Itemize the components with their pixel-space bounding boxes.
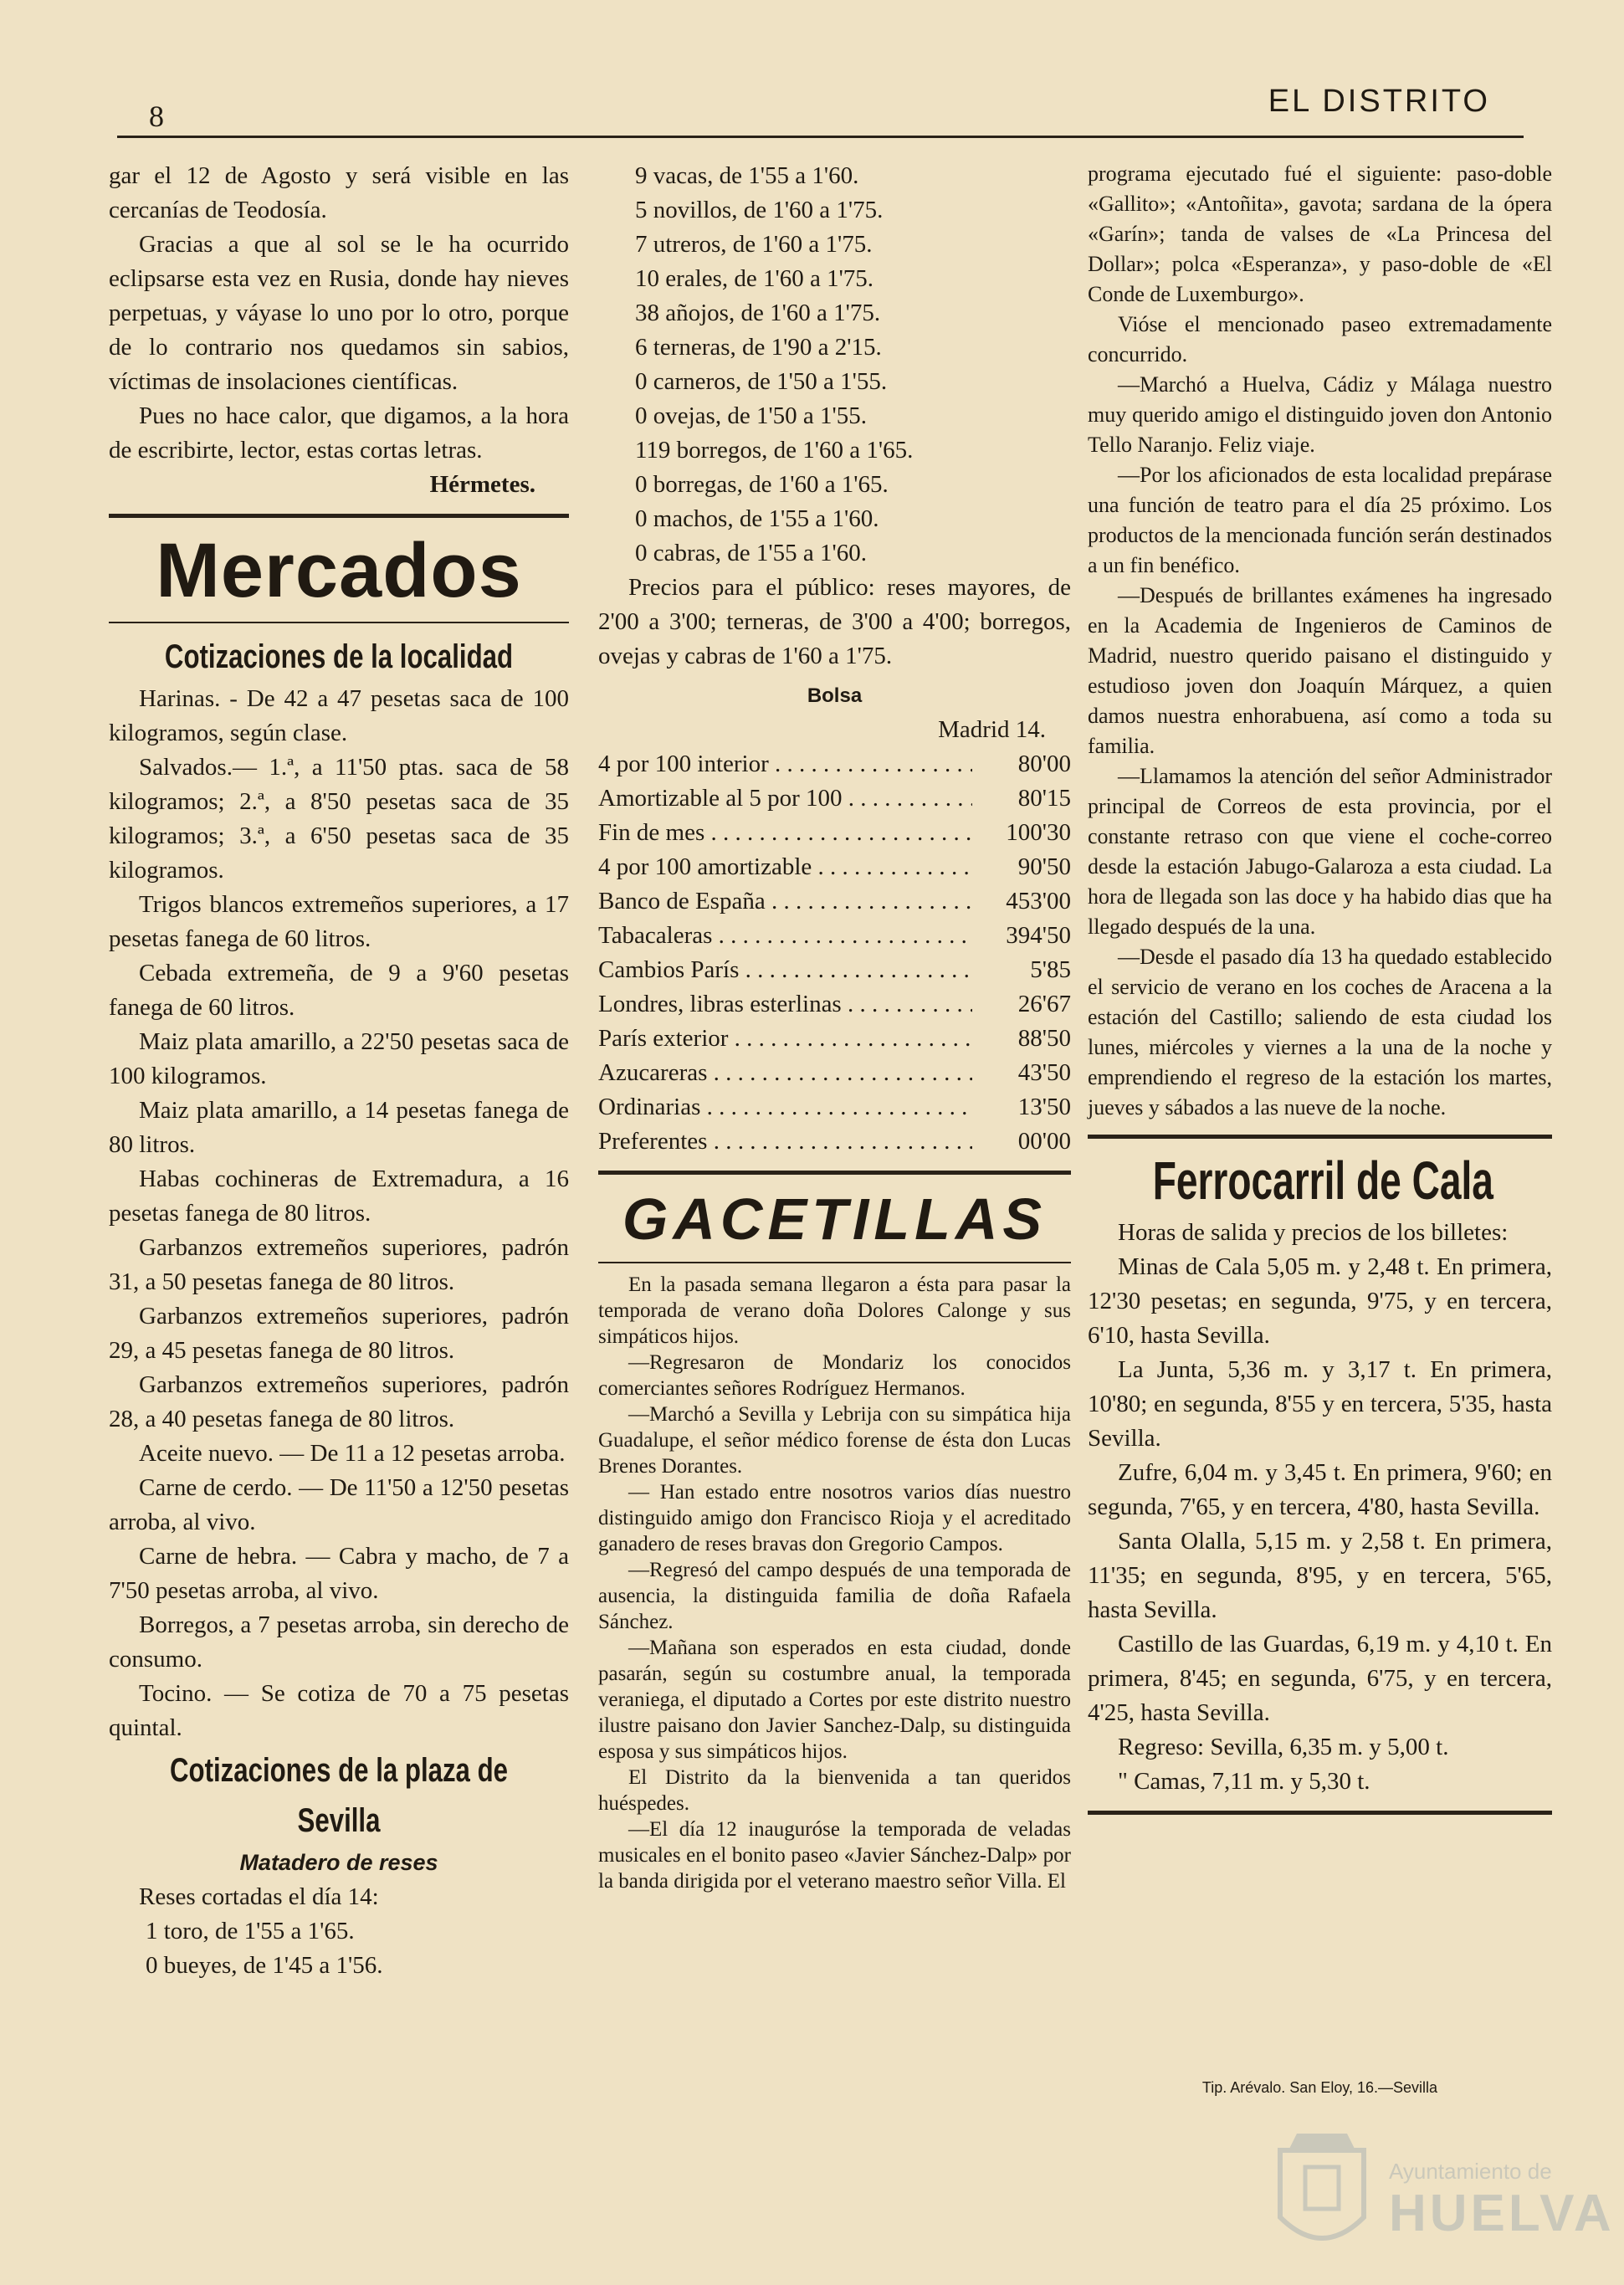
livestock-line: 7 utreros, de 1'60 a 1'75. — [635, 231, 873, 258]
bolsa-value: 43'50 — [1017, 1059, 1071, 1086]
column-1 — [109, 159, 569, 1983]
bolsa-label: Cambios París . . . — [598, 953, 972, 987]
article-signature: Hérmetes. — [429, 471, 535, 498]
bolsa-row — [598, 1090, 1071, 1125]
price-item: Garbanzos extremeños superiores, padrón 28, a 40 pesetas fanega de 80 litros. — [109, 1371, 569, 1432]
livestock-line: 9 vacas, de 1'55 a 1'60. — [635, 162, 859, 189]
price-item: Harinas. - De 42 a 47 pesetas saca de 100 kilogramos, según clase. — [109, 685, 569, 746]
news-item: —Regresaron de Mondariz los conocidos comerciantes señores Rodríguez Hermanos. — [598, 1351, 1071, 1400]
column-3 — [1088, 159, 1552, 1821]
bolsa-row — [598, 884, 1071, 919]
section-divider — [598, 1171, 1071, 1175]
sevilla-heading: Cotizaciones de la plaza de Sevilla — [170, 1752, 508, 1839]
bolsa-table — [598, 747, 1071, 1159]
price-item: Tocino. — Se cotiza de 70 a 75 pesetas quintal. — [109, 1680, 569, 1741]
bolsa-row — [598, 953, 1071, 987]
livestock-line: 0 bueyes, de 1'45 a 1'56. — [146, 1952, 383, 1979]
watermark-text: HUELVA — [1389, 2185, 1615, 2242]
news-item: — Han estado entre nosotros varios días nuestro distinguido amigo don Francisco Rioja y el acreditado ganadero de reses bravas don Gregorio Campos. — [598, 1481, 1071, 1555]
bolsa-value: 13'50 — [1017, 1094, 1071, 1120]
printer-credit: Tip. Arévalo. San Eloy, 16.—Sevilla — [1201, 2079, 1438, 2096]
mercados-heading: Mercados — [156, 528, 522, 613]
bolsa-value: 5'85 — [1030, 956, 1071, 983]
price-item: Cebada extremeña, de 9 a 9'60 pesetas fanega de 60 litros. — [109, 960, 569, 1021]
bolsa-label: Londres, libras esterlinas . . . — [598, 987, 972, 1022]
column-2 — [598, 159, 1071, 1894]
bolsa-row — [598, 850, 1071, 884]
bolsa-row — [598, 781, 1071, 816]
news-item: —El día 12 inauguróse la temporada de veladas musicales en el bonito paseo «Javier Sánchez-Dalp» por la banda dirigida por el veterano maestro señor Villa. El — [598, 1818, 1071, 1893]
livestock-line: 119 borregos, de 1'60 a 1'65. — [635, 437, 914, 464]
price-item: Maiz plata amarillo, a 14 pesetas fanega de 80 litros. — [109, 1097, 569, 1158]
bolsa-label: Banco de España . . . — [598, 884, 972, 919]
livestock-line: 1 toro, de 1'55 a 1'65. — [146, 1918, 355, 1944]
bolsa-row — [598, 1125, 1071, 1159]
price-item: Aceite nuevo. — De 11 a 12 pesetas arroba. — [139, 1440, 566, 1467]
price-item: Garbanzos extremeños superiores, padrón 29, a 45 pesetas fanega de 80 litros. — [109, 1303, 569, 1364]
gacetillas-body — [598, 1272, 1071, 1894]
bolsa-value: 80'00 — [1017, 751, 1071, 777]
schedule-item: La Junta, 5,36 m. y 3,17 t. En primera, 10'80; en segunda, 8'55 y en tercera, 5'35, hasta Sevilla. — [1088, 1356, 1552, 1452]
price-item: Garbanzos extremeños superiores, padrón 31, a 50 pesetas fanega de 80 litros. — [109, 1234, 569, 1295]
public-prices: Precios para el público: reses mayores, de 2'00 a 3'00; terneras, de 3'00 a 4'00; borregos, ovejas y cabras de 1'60 a 1'75. — [598, 574, 1071, 669]
news-item: programa ejecutado fué el siguiente: paso-doble «Gallito»; «Antoñita», gavota; sardana de la ópera «Garín»; tanda de valses de «La Princesa del Dollar»; polca «Esperanza», y paso-doble de «El Conde de Luxemburgo». — [1088, 161, 1552, 306]
price-item: Trigos blancos extremeños superiores, a 17 pesetas fanega de 60 litros. — [109, 891, 569, 952]
bolsa-value: 88'50 — [1017, 1025, 1071, 1052]
bolsa-label: Amortizable al 5 por 100 . . . — [598, 781, 972, 816]
livestock-line: 0 ovejas, de 1'50 a 1'55. — [635, 402, 868, 429]
bolsa-label: Tabacaleras . . . — [598, 919, 972, 953]
price-item: Borregos, a 7 pesetas arroba, sin derecho de consumo. — [109, 1611, 569, 1673]
bolsa-label: Preferentes . . . — [598, 1125, 972, 1159]
header-rule — [117, 136, 1524, 138]
schedule-intro: Horas de salida y precios de los billetes: — [1118, 1219, 1509, 1246]
news-item: —Por los aficionados de esta localidad prepárase una función de teatro para el día 25 próximo. Los productos de la mencionada función serán destinados a un fin benéfico. — [1088, 463, 1552, 577]
bolsa-value: 90'50 — [1017, 853, 1071, 880]
section-divider — [1088, 1811, 1552, 1815]
bolsa-date: Madrid 14. — [938, 716, 1046, 743]
bolsa-label: 4 por 100 amortizable . . . — [598, 850, 972, 884]
bolsa-value: 80'15 — [1017, 785, 1071, 812]
news-item: —Marchó a Sevilla y Lebrija con su simpática hija Guadalupe, el señor médico forense de ésta don Lucas Brenes Dorantes. — [598, 1403, 1071, 1478]
schedule-item: Minas de Cala 5,05 m. y 2,48 t. En primera, 12'30 pesetas; en segunda, 9'75, y en tercera, 6'10, hasta Sevilla. — [1088, 1253, 1552, 1349]
bolsa-label: Ordinarias . . . — [598, 1090, 972, 1125]
page-number: 8 — [149, 100, 164, 133]
livestock-line: 0 machos, de 1'55 a 1'60. — [635, 505, 879, 532]
article-paragraph: gar el 12 de Agosto y será visible en las cercanías de Teodosía. — [109, 162, 569, 223]
cotizaciones-heading: Cotizaciones de la localidad — [164, 638, 514, 675]
news-item: —Mañana son esperados en esta ciudad, donde pasarán, según su costumbre anual, la temporada veraniega, el diputado a Cortes por este distrito nuestro ilustre paisano don Javier Sanchez-Dalp, su distinguida esposa y sus simpáticos hijos. — [598, 1637, 1071, 1763]
livestock-line: 6 terneras, de 1'90 a 2'15. — [635, 334, 882, 361]
bolsa-row — [598, 1022, 1071, 1056]
schedule-item: Santa Olalla, 5,15 m. y 2,58 t. En primera, 11'35; en segunda, 8'95, y en tercera, 5'65, hasta Sevilla. — [1088, 1528, 1552, 1623]
bolsa-value: 26'67 — [1017, 991, 1071, 1017]
schedule-item: Castillo de las Guardas, 6,19 m. y 4,10 t. En primera, 8'45; en segunda, 6'75, y en tercera, 4'25, hasta Sevilla. — [1088, 1631, 1552, 1726]
price-item: Maiz plata amarillo, a 22'50 pesetas saca de 100 kilogramos. — [109, 1028, 569, 1089]
watermark-text: Ayuntamiento de — [1389, 2159, 1552, 2184]
schedule-item: Zufre, 6,04 m. y 3,45 t. En primera, 9'60; en segunda, 7'65, y en tercera, 4'80, hasta Sevilla. — [1088, 1459, 1552, 1520]
return-schedule: " Camas, 7,11 m. y 5,30 t. — [1118, 1768, 1370, 1795]
gacetillas-heading: GACETILLAS — [622, 1186, 1048, 1252]
matadero-heading: Matadero de reses — [239, 1850, 438, 1875]
bolsa-label: 4 por 100 interior . . . — [598, 747, 972, 781]
price-item: Habas cochineras de Extremadura, a 16 pesetas fanega de 80 litros. — [109, 1166, 569, 1227]
section-divider — [1088, 1135, 1552, 1139]
section-divider — [109, 622, 569, 623]
news-item: —Desde el pasado día 13 ha quedado establecido el servicio de verano en los coches de Aracena a la estación del Castillo; saliendo de esta ciudad los lunes, miércoles y viernes a la una de la noche y emprendiendo el regreso de la estación los martes, jueves y sábados a las nueve de la noche. — [1088, 945, 1552, 1119]
masthead-title: EL DISTRITO — [1268, 84, 1490, 119]
news-item: El Distrito da la bienvenida a tan queridos huéspedes. — [598, 1766, 1071, 1815]
bolsa-row — [598, 1056, 1071, 1090]
bolsa-label: Fin de mes . . . — [598, 816, 972, 850]
return-schedule: Regreso: Sevilla, 6,35 m. y 5,00 t. — [1118, 1734, 1449, 1760]
bolsa-value: 100'30 — [1006, 819, 1071, 846]
bolsa-value: 00'00 — [1017, 1128, 1071, 1155]
section-divider — [109, 514, 569, 518]
bolsa-row — [598, 816, 1071, 850]
crest-icon — [1272, 2117, 1372, 2259]
livestock-line: 5 novillos, de 1'60 a 1'75. — [635, 197, 884, 223]
bolsa-label: Azucareras . . . — [598, 1056, 972, 1090]
livestock-line: 10 erales, de 1'60 a 1'75. — [635, 265, 874, 292]
bolsa-row — [598, 747, 1071, 781]
ferrocarril-heading: Ferrocarril de Cala — [1152, 1150, 1493, 1211]
news-item: Vióse el mencionado paseo extremadamente concurrido. — [1088, 312, 1552, 366]
bolsa-row — [598, 987, 1071, 1022]
price-item: Carne de hebra. — Cabra y macho, de 7 a 7'50 pesetas arroba, al vivo. — [109, 1543, 569, 1604]
reses-intro: Reses cortadas el día 14: — [139, 1883, 379, 1910]
article-paragraph: Pues no hace calor, que digamos, a la hora de escribirte, lector, estas cortas letras. — [109, 402, 569, 464]
news-item: —Marchó a Huelva, Cádiz y Málaga nuestro muy querido amigo el distinguido joven don Antonio Tello Naranjo. Feliz viaje. — [1088, 372, 1552, 457]
news-item: —Regresó del campo después de una temporada de ausencia, la distinguida familia de doña Rafaela Sánchez. — [598, 1559, 1071, 1633]
news-item: —Llamamos la atención del señor Administrador principal de Correos de esta provincia, por el constante retraso con que viene el coche-correo desde la estación Jabugo-Galaroza a esta ciudad. La hora de llegada son las doce y ha habido dias que ha llegado después de la una. — [1088, 764, 1552, 939]
livestock-line: 0 borregas, de 1'60 a 1'65. — [635, 471, 889, 498]
bolsa-heading: Bolsa — [807, 684, 863, 707]
livestock-line: 38 añojos, de 1'60 a 1'75. — [635, 300, 881, 326]
article-paragraph: Gracias a que al sol se le ha ocurrido eclipsarse esta vez en Rusia, donde hay nieves perpetuas, y váyase lo uno por lo otro, porque de lo contrario nos quedamos sin sabios, víctimas de insolaciones científicas. — [109, 231, 569, 395]
bolsa-value: 394'50 — [1006, 922, 1071, 949]
news-item: En la pasada semana llegaron a ésta para pasar la temporada de verano doña Dolores Calonge y sus simpáticos hijos. — [598, 1273, 1071, 1348]
bolsa-row — [598, 919, 1071, 953]
ferrocarril-body — [1088, 1216, 1552, 1799]
watermark-stamp — [1272, 2117, 1615, 2267]
price-item: Salvados.— 1.ª, a 11'50 ptas. saca de 58 kilogramos; 2.ª, a 8'50 pesetas saca de 35 kilogramos; 3.ª, a 6'50 pesetas saca de 35 kilogramos. — [109, 754, 569, 884]
bolsa-value: 453'00 — [1006, 888, 1071, 915]
news-item: —Después de brillantes exámenes ha ingresado en la Academia de Ingenieros de Caminos de Madrid, nuestro querido paisano el distinguido y estudioso joven don Joaquín Márquez, a quien damos nuestra enhorabuena, así como a toda su familia. — [1088, 583, 1552, 758]
section-divider — [598, 1262, 1071, 1263]
bolsa-label: París exterior . . . — [598, 1022, 972, 1056]
livestock-line: 0 carneros, de 1'50 a 1'55. — [635, 368, 888, 395]
livestock-line: 0 cabras, de 1'55 a 1'60. — [635, 540, 868, 566]
price-item: Carne de cerdo. — De 11'50 a 12'50 pesetas arroba, al vivo. — [109, 1474, 569, 1535]
